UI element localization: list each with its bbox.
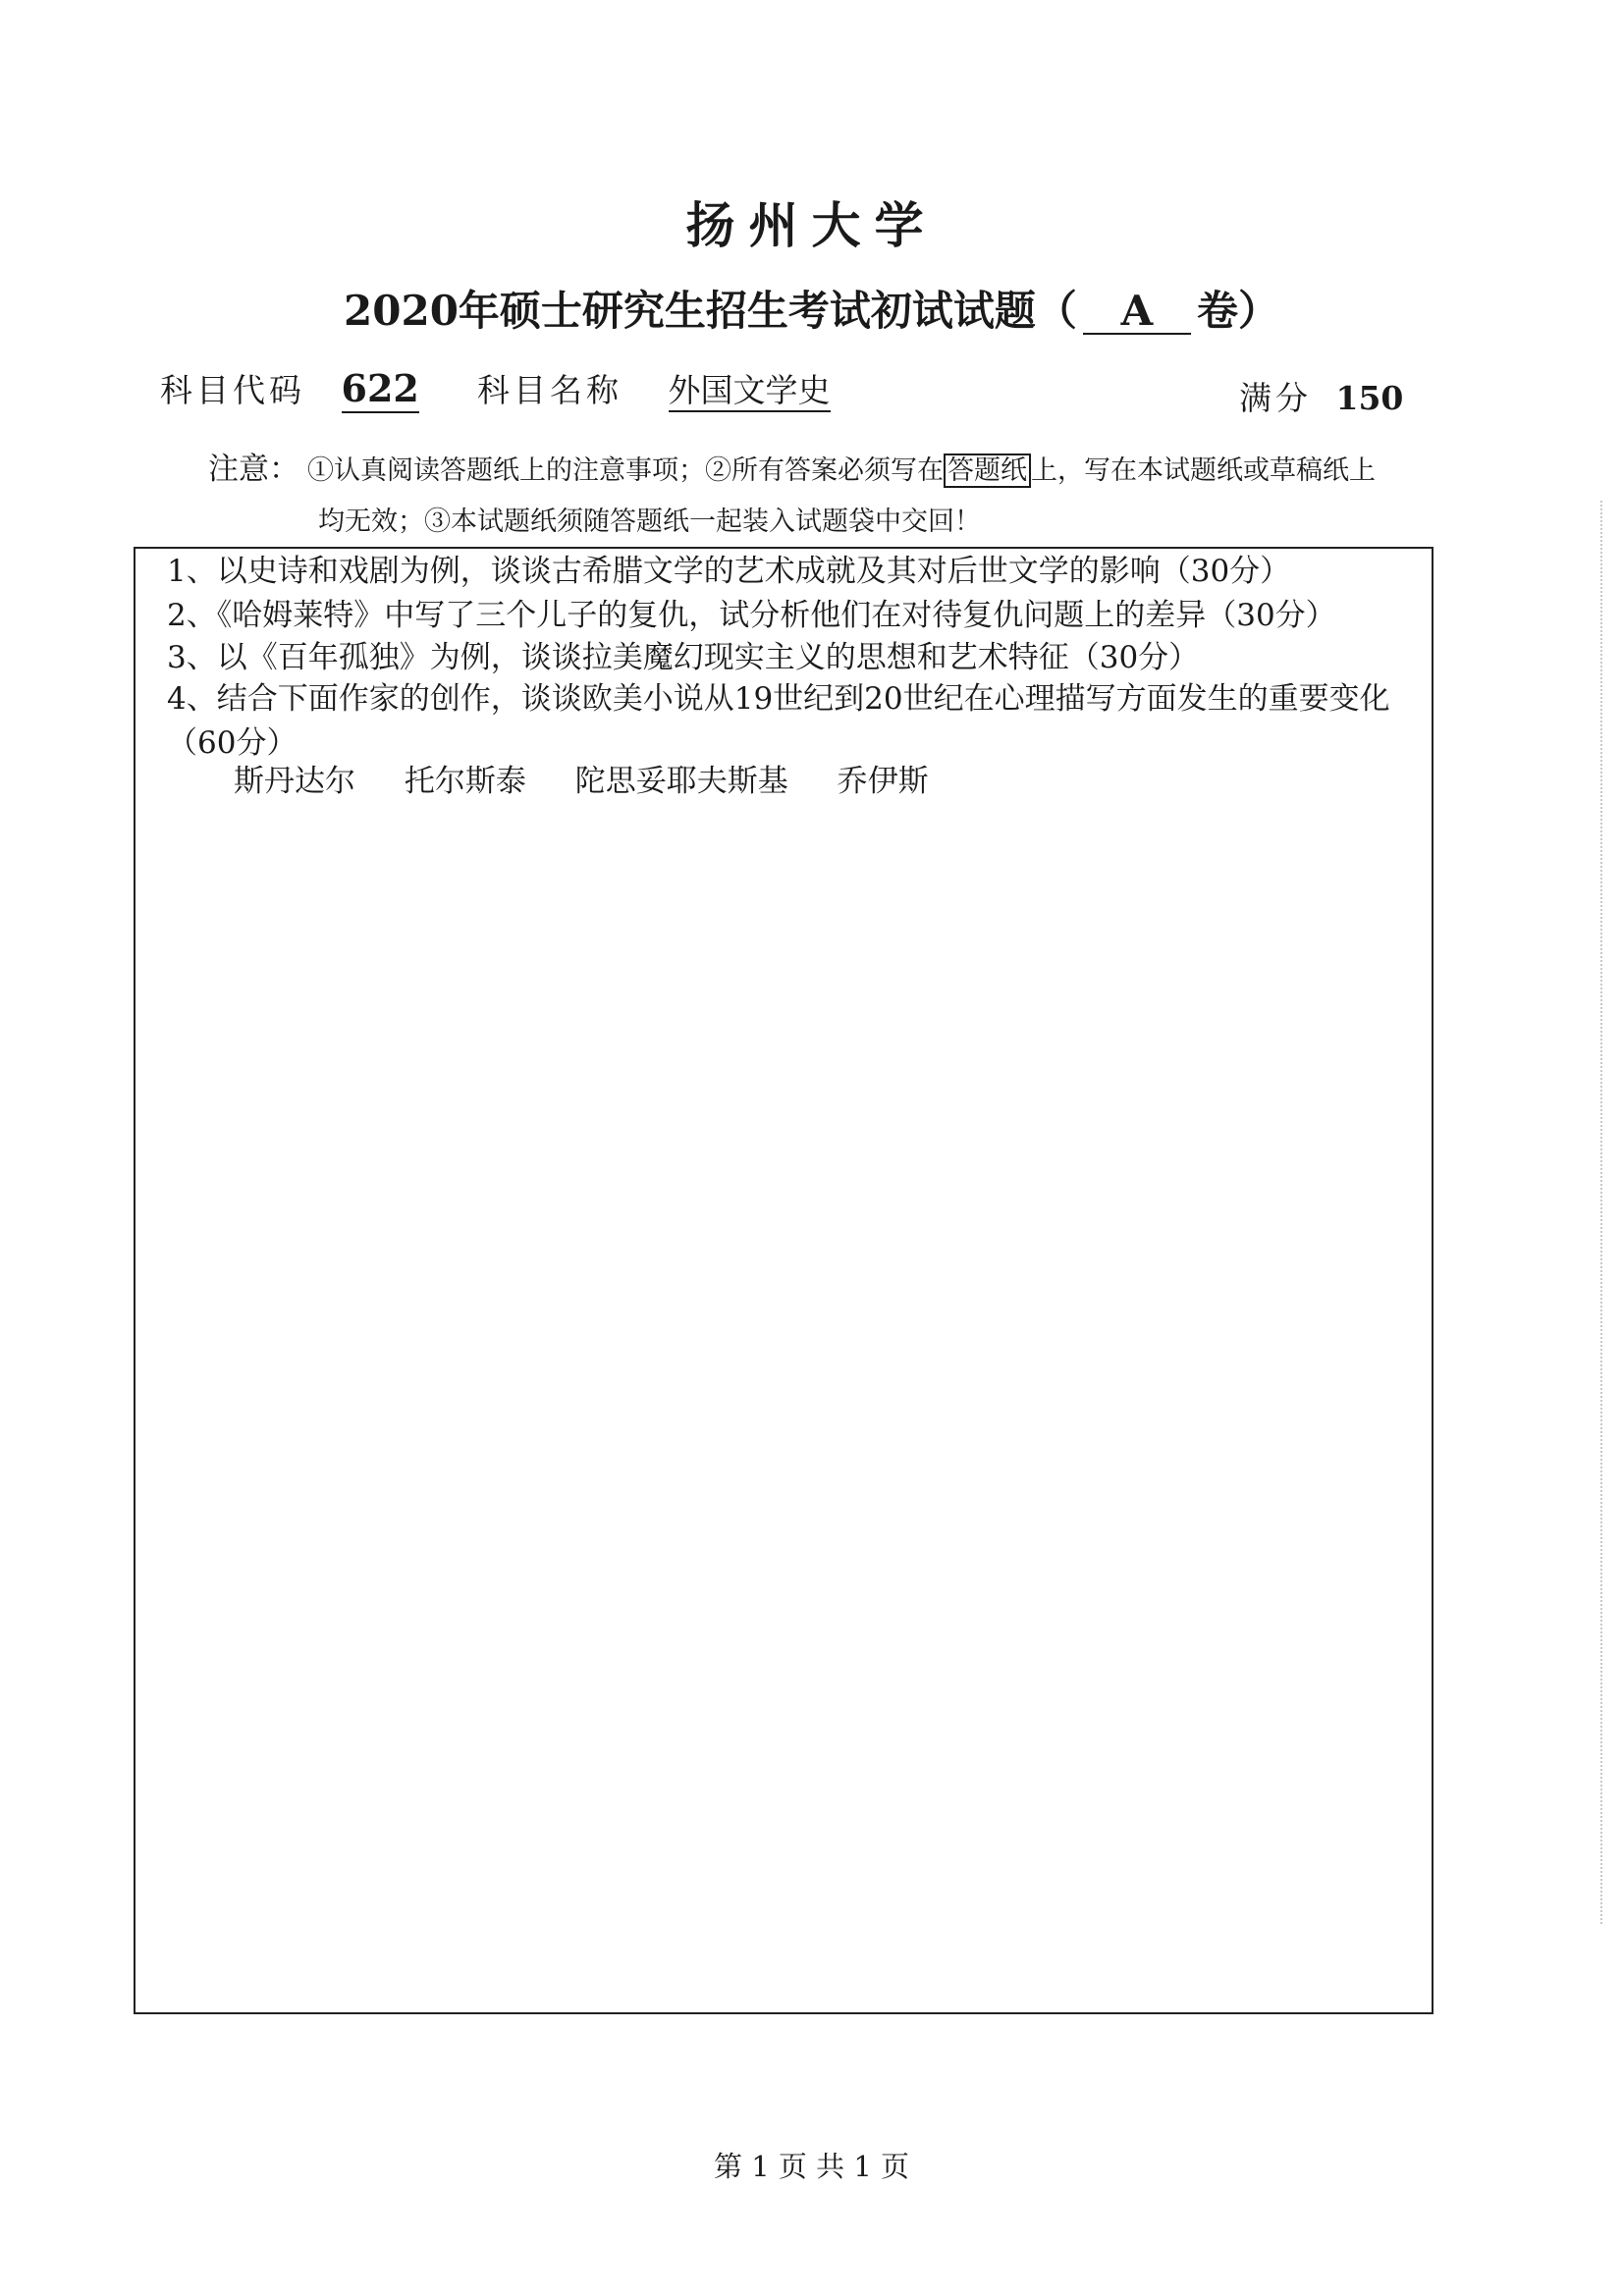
exam-title [0,279,1623,338]
notice-label: 注意： [208,452,299,487]
author-name: 托尔斯泰 [404,764,526,799]
question-4: 4、结合下面作家的创作，谈谈欧美小说从19世纪到20世纪在心理描写方面发生的重要变化（60分） [167,681,1390,761]
subject-name-group [477,365,831,411]
subject-code-value: 622 [342,366,419,413]
page-footer: 第 1 页 共 1 页 [714,2150,909,2183]
full-score-group [1239,373,1403,419]
exam-title-suffix: 卷） [1196,287,1279,335]
author-name: 陀思妥耶夫斯基 [574,764,788,799]
subject-name-label: 科目名称 [477,371,622,409]
notice-line-2: 均无效；③本试题纸须随答题纸一起装入试题袋中交回！ [318,507,981,537]
author-list [234,756,968,800]
scan-edge-mark [1600,501,1604,1924]
notice-text-1-end: 上，写在本试题纸或草稿纸上 [1031,455,1376,486]
author-name: 斯丹达尔 [234,764,355,799]
author-name: 乔伊斯 [837,764,929,799]
question-1: 1、以史诗和戏剧为例，谈谈古希腊文学的艺术成就及其对后世文学的影响（30分） [167,554,1291,589]
full-score-value: 150 [1335,379,1404,417]
exam-title-main: 2020年硕士研究生招生考试初试试题（ [344,287,1077,335]
answer-sheet-boxed: 答题纸 [944,454,1031,488]
subject-code-label: 科目代码 [160,371,305,409]
paper-label: A [1083,290,1191,335]
question-2: 2、《哈姆莱特》中写了三个儿子的复仇，试分析他们在对待复仇问题上的差异（30分） [167,598,1336,633]
notice-line-1 [208,444,1376,497]
full-score-label: 满分 [1239,379,1312,417]
subject-name-value: 外国文学史 [669,371,831,412]
question-3: 3、以《百年孤独》为例，谈谈拉美魔幻现实主义的思想和艺术特征（30分） [167,640,1200,675]
university-name: 扬州大学 [685,196,938,254]
subject-code-group [160,365,419,411]
notice-text-1: ①认真阅读答题纸上的注意事项；②所有答案必须写在 [307,455,944,486]
